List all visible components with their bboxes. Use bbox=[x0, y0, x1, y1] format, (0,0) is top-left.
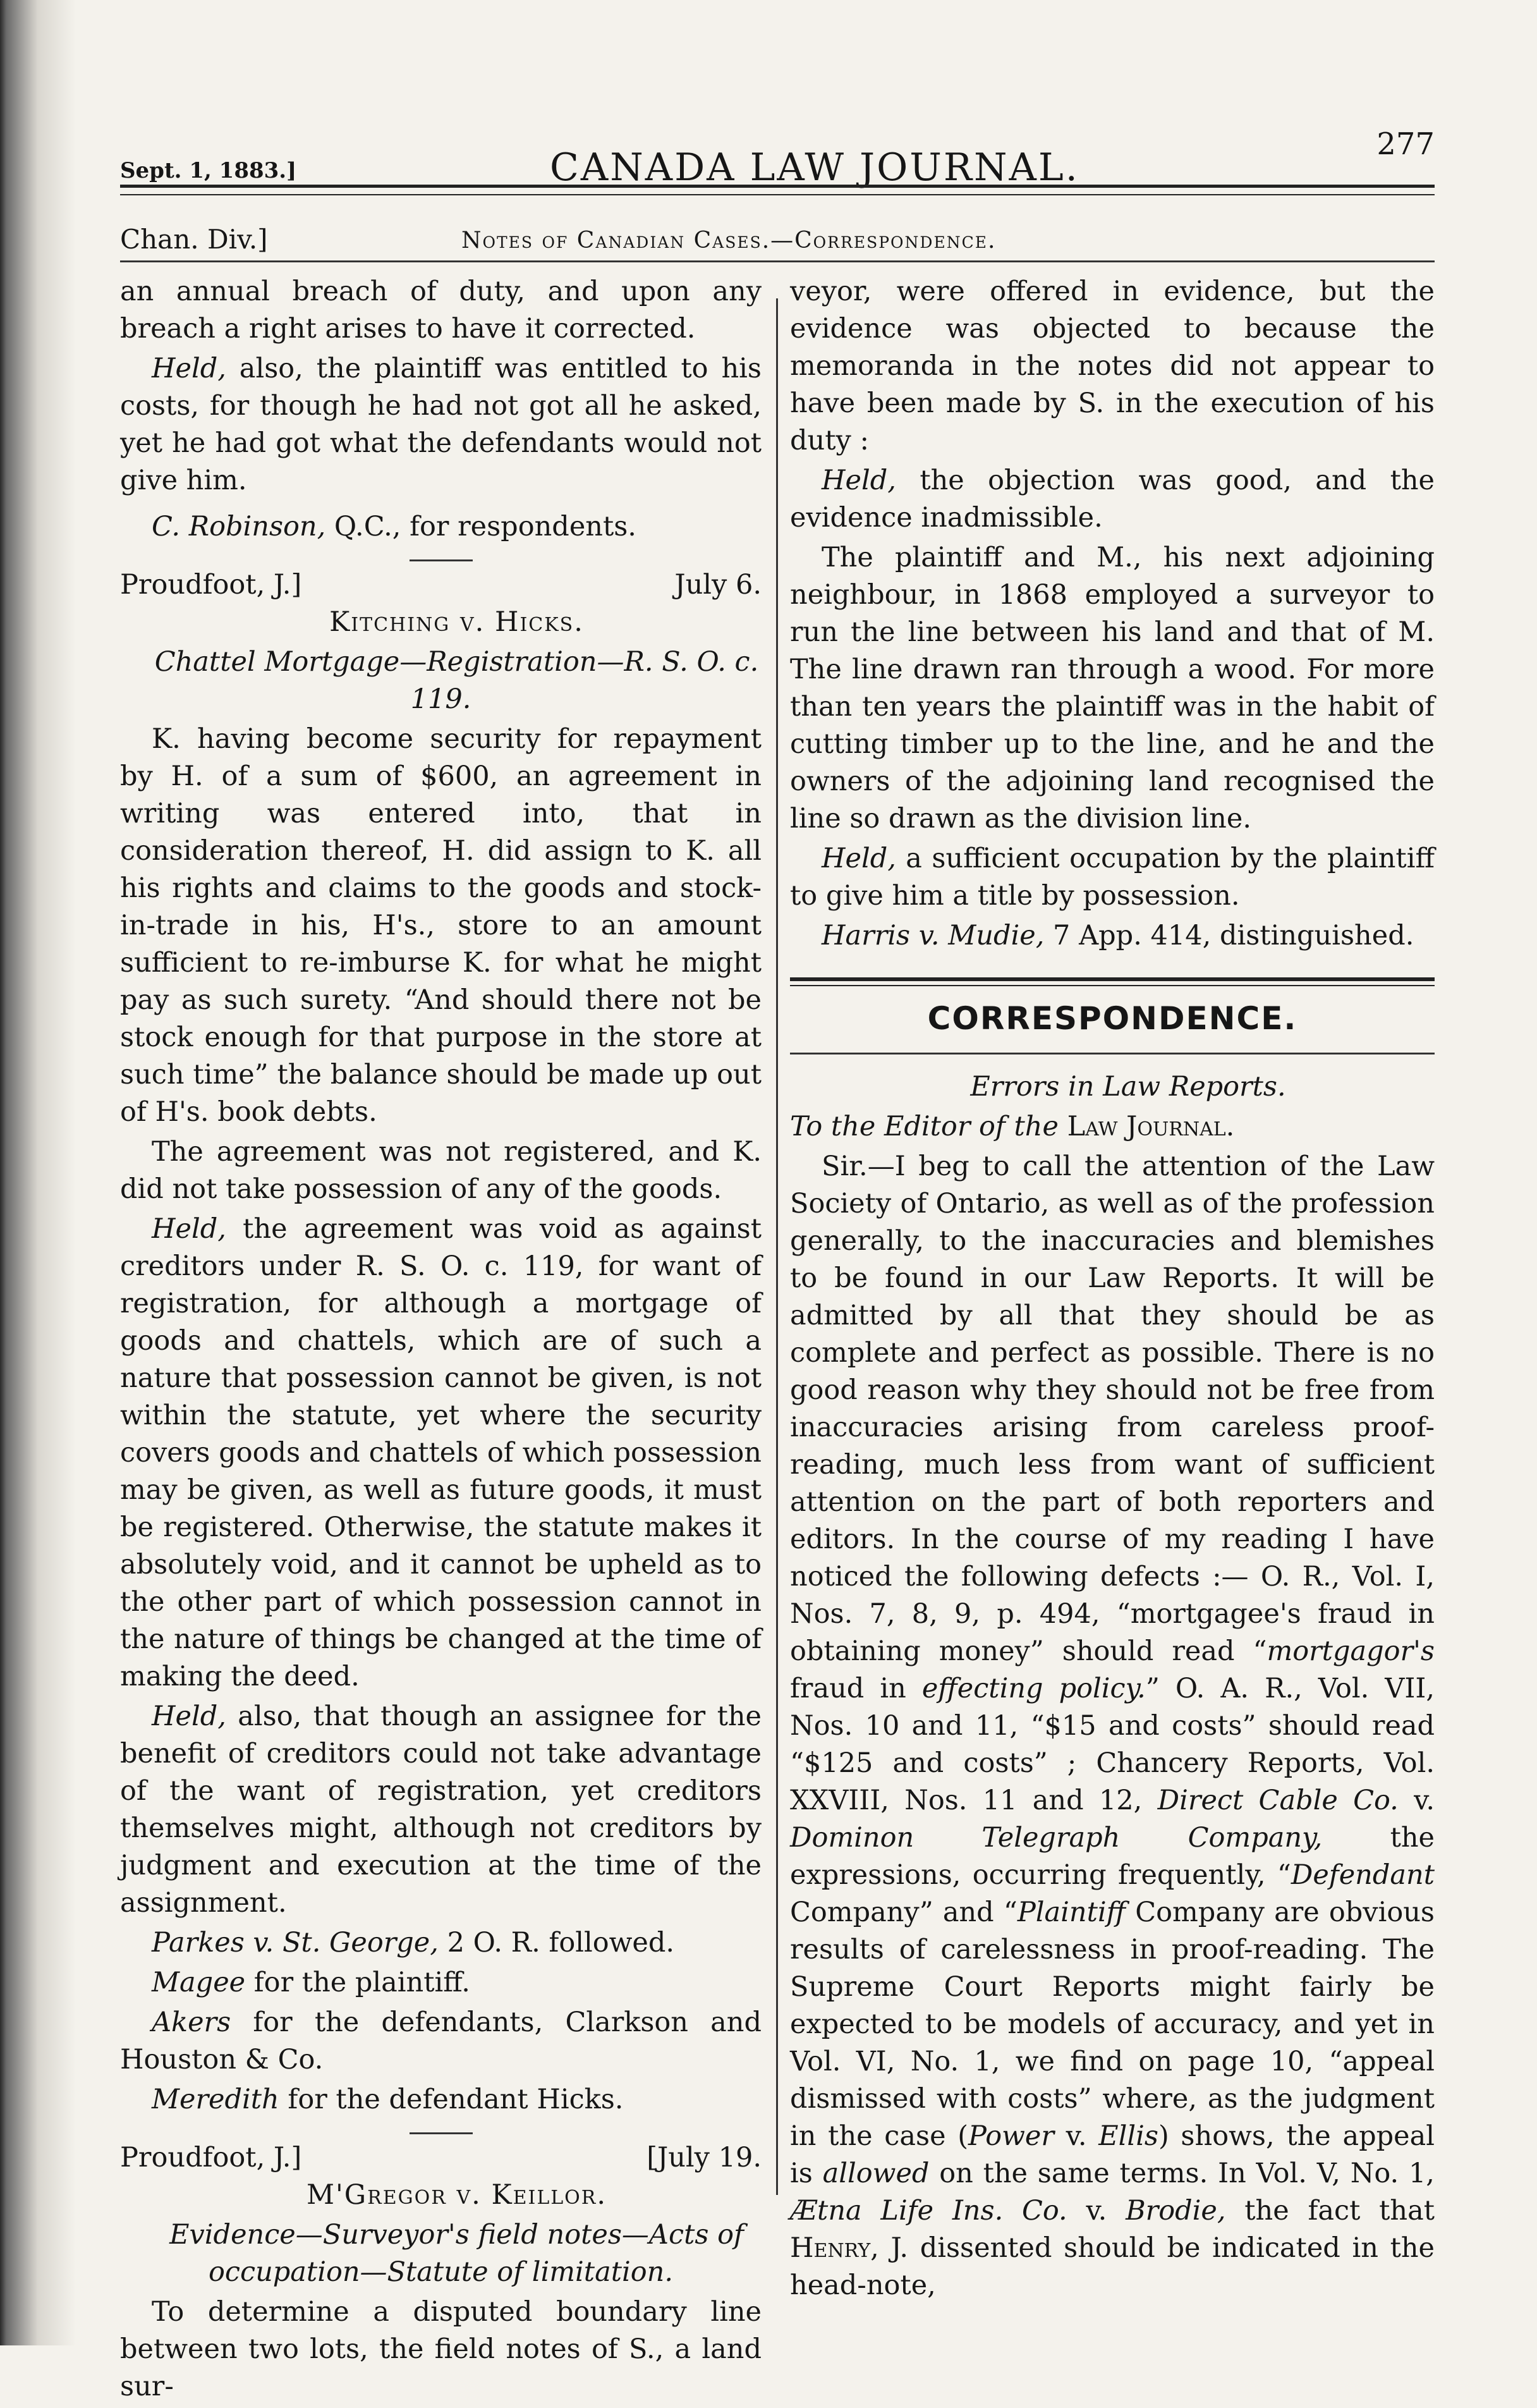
letter-text: ” O. A. R., Vol. VII, Nos. 10 and 11, “$15 and costs” should read “$125 and costs” ; Chancery Reports, Vol. XXVIII, Nos. 11 and 12, bbox=[790, 1673, 1435, 1816]
letter-text: Sir.—I beg to call the attention of the Law Society of Ontario, as well as of the profession generally, to the inaccuracies and blemishes to be found in our Law Reports. It will be admitted by all that they should be as complete and perfect as possible. There is no good reason why they should not be free from inaccuracies arising from careless proof-reading, much less from want of sufficient attention on the part of both reporters and editors. In the course of my reading I have noticed the following defects :— O. R., Vol. I, Nos. 7, 8, 9, p. 494, “mortgagee's fraud in obtaining money” should read “ bbox=[790, 1151, 1435, 1667]
counsel-name: C. Robinson, bbox=[152, 511, 326, 542]
paragraph: The plaintiff and M., his next adjoining neighbour, in 1868 employed a surveyor to run the line between his land and that of M. The line drawn ran through a wood. For more than ten years the plaintiff was in the habit of cutting timber up to the line, and he and the owners of the adjoining land recognised the line so drawn as the division line. bbox=[790, 542, 1435, 834]
letter-text: fraud in bbox=[790, 1673, 922, 1704]
paragraph-text: the objection was good, and the evidence inadmissible. bbox=[790, 465, 1435, 534]
salutation-journal: Law Journal. bbox=[1058, 1111, 1235, 1142]
case-court-line bbox=[120, 2139, 762, 2177]
paragraph bbox=[120, 1698, 762, 1922]
letter-salutation bbox=[790, 1108, 1435, 1146]
letter-subheading: Errors in Law Reports. bbox=[970, 1071, 1286, 1103]
section-rule bbox=[790, 1053, 1435, 1054]
column-divider bbox=[776, 298, 778, 2195]
authority-line bbox=[120, 1924, 762, 1962]
paragraph bbox=[790, 840, 1435, 915]
correspondence-heading: CORRESPONDENCE. bbox=[927, 1000, 1297, 1037]
case-title: Kitching v. Hicks. bbox=[329, 606, 584, 638]
running-head-division: Chan. Div.] bbox=[120, 224, 268, 255]
letter-text: ) shows, the appeal is bbox=[790, 2120, 1435, 2189]
letter-italic: Plaintiff bbox=[1017, 1897, 1126, 1928]
case-judge: Proudfoot, J.] bbox=[120, 2142, 302, 2173]
authority-text: 7 App. 414, distinguished. bbox=[1044, 920, 1414, 951]
letter-italic: allowed bbox=[822, 2158, 930, 2189]
counsel-text: for the defendants, Clarkson and Houston & Co. bbox=[120, 2007, 762, 2075]
running-head bbox=[120, 209, 1435, 259]
case-catchline: Chattel Mortgage—Registration—R. S. O. c. 119. bbox=[154, 646, 759, 715]
paragraph-text: the agreement was void as against creditors under R. S. O. c. 119, for want of registration, for although a mortgage of goods and chattels, which are of such a nature that possession cannot be given, is not within the statute, yet where the security covers goods and chattels of which possession may be given, as well as future goods, it must be registered. Otherwise, the statute makes it absolutely void, and it cannot be upheld as to the other part of which possession cannot in the nature of things be changed at the time of making the deed. bbox=[120, 1213, 762, 1692]
case-judge: Proudfoot, J.] bbox=[120, 569, 302, 601]
counsel-line bbox=[120, 1964, 762, 2002]
letter-body bbox=[790, 1148, 1435, 2304]
letter-small-caps: Henry, bbox=[790, 2232, 879, 2264]
letter-italic: Ætna Life Ins. Co. bbox=[790, 2195, 1067, 2227]
page-header bbox=[120, 120, 1435, 190]
salutation-italic: To the Editor of the bbox=[790, 1111, 1059, 1142]
held-word: Held, bbox=[822, 843, 896, 874]
case-title: M'Gregor v. Keillor. bbox=[306, 2179, 607, 2211]
letter-text: v. bbox=[1067, 2195, 1126, 2227]
header-date: Sept. 1, 1883.] bbox=[120, 158, 297, 183]
paragraph bbox=[120, 1211, 762, 1696]
paragraph: The agreement was not registered, and K. did not take possession of any of the goods. bbox=[120, 1136, 762, 1205]
counsel-text: for the defendant Hicks. bbox=[279, 2084, 624, 2115]
paragraph: an annual breach of duty, and upon any breach a right arises to have it corrected. bbox=[120, 276, 762, 345]
authority-name: Harris v. Mudie, bbox=[822, 920, 1045, 951]
counsel-text: for the plaintiff. bbox=[245, 1967, 470, 1998]
counsel-name: Meredith bbox=[152, 2084, 279, 2115]
letter-italic: Dominon Telegraph Company, bbox=[790, 1822, 1323, 1854]
held-word: Held, bbox=[822, 465, 896, 496]
counsel-text: Q.C., for respondents. bbox=[325, 511, 636, 542]
counsel-line bbox=[120, 2004, 762, 2079]
paragraph-text: a sufficient occupation by the plaintiff to give him a title by possession. bbox=[790, 843, 1435, 912]
letter-italic: Brodie, bbox=[1126, 2195, 1226, 2227]
running-head-section: Notes of Canadian Cases.—Correspondence. bbox=[461, 228, 997, 254]
letter-italic: effecting policy. bbox=[921, 1673, 1146, 1704]
scan-edge-shadow bbox=[0, 0, 76, 2345]
letter-italic: mortgagor's bbox=[1267, 1635, 1435, 1667]
section-heavy-rule bbox=[790, 977, 1435, 986]
letter-text: the fact that bbox=[1225, 2195, 1435, 2227]
letter-text: Company are obvious results of carelessness in proof-reading. The Supreme Court Reports might fairly be expected to be models of accuracy, and yet in Vol. VI, No. 1, we find on page 10, “appeal dismissed with costs” where, as the judgment in the case ( bbox=[790, 1897, 1435, 2152]
case-catchline: Evidence—Surveyor's field notes—Acts of occupation—Statute of limitation. bbox=[169, 2219, 744, 2288]
page-number: 277 bbox=[1376, 126, 1435, 162]
paragraph bbox=[790, 462, 1435, 537]
paragraph-text: also, the plaintiff was entitled to his costs, for though he had not got all he asked, yet he had got what the defendants would not give him. bbox=[120, 353, 762, 496]
authority-line bbox=[790, 917, 1435, 955]
paragraph bbox=[120, 350, 762, 499]
letter-italic: Defendant bbox=[1291, 1859, 1435, 1891]
header-double-rule bbox=[120, 185, 1435, 195]
letter-italic: Power bbox=[968, 2120, 1054, 2152]
letter-text: v. bbox=[1054, 2120, 1099, 2152]
right-column bbox=[790, 273, 1435, 2307]
left-column bbox=[120, 273, 762, 2408]
letter-text: Company” and “ bbox=[790, 1897, 1018, 1928]
letter-italic: Direct Cable Co. bbox=[1157, 1785, 1399, 1816]
authority-text: 2 O. R. followed. bbox=[438, 1927, 675, 1959]
letter-text: on the same terms. In Vol. V, No. 1, bbox=[929, 2158, 1435, 2189]
paragraph: K. having become security for repayment by H. of a sum of $600, an agreement in writing was entered into, that in consideration thereof, H. did assign to K. all his rights and claims to the goods and stock-in-trade in his, H's., store to an amount sufficient to re-imburse K. for what he might pay as such surety. “And should there not be stock enough for that purpose in the store at such time” the balance should be made up out of H's. book debts. bbox=[120, 723, 762, 1128]
case-date: [July 19. bbox=[647, 2142, 762, 2173]
counsel-line bbox=[120, 2081, 762, 2118]
counsel-line bbox=[120, 508, 762, 546]
paragraph-text: also, that though an assignee for the benefit of creditors could not take advantage of the want of registration, yet creditors themselves might, although not creditors by judgment and execution at the time of the assignment. bbox=[120, 1701, 762, 1919]
paragraph: To determine a disputed boundary line between two lots, the field notes of S., a land sur- bbox=[120, 2296, 762, 2402]
held-word: Held, bbox=[152, 1701, 226, 1732]
paragraph: veyor, were offered in evidence, but the evidence was objected to because the memoranda in the notes did not appear to have been made by S. in the execution of his duty : bbox=[790, 276, 1435, 456]
case-separator bbox=[410, 559, 473, 561]
letter-italic: Ellis bbox=[1098, 2120, 1158, 2152]
held-word: Held, bbox=[152, 1213, 226, 1245]
letter-text: J. dissented should be indicated in the head-note, bbox=[790, 2232, 1435, 2301]
letter-text: the expressions, occurring frequently, “ bbox=[790, 1822, 1435, 1891]
running-head-rule bbox=[120, 260, 1435, 262]
counsel-name: Magee bbox=[152, 1967, 246, 1998]
journal-title: CANADA LAW JOURNAL. bbox=[550, 145, 1079, 190]
case-separator bbox=[410, 2132, 473, 2134]
letter-text: v. bbox=[1398, 1785, 1435, 1816]
case-date: July 6. bbox=[674, 569, 762, 601]
authority-name: Parkes v. St. George, bbox=[152, 1927, 439, 1959]
counsel-name: Akers bbox=[152, 2007, 231, 2038]
held-word: Held, bbox=[152, 353, 226, 384]
case-court-line bbox=[120, 566, 762, 604]
correspondence-section bbox=[790, 977, 1435, 2304]
